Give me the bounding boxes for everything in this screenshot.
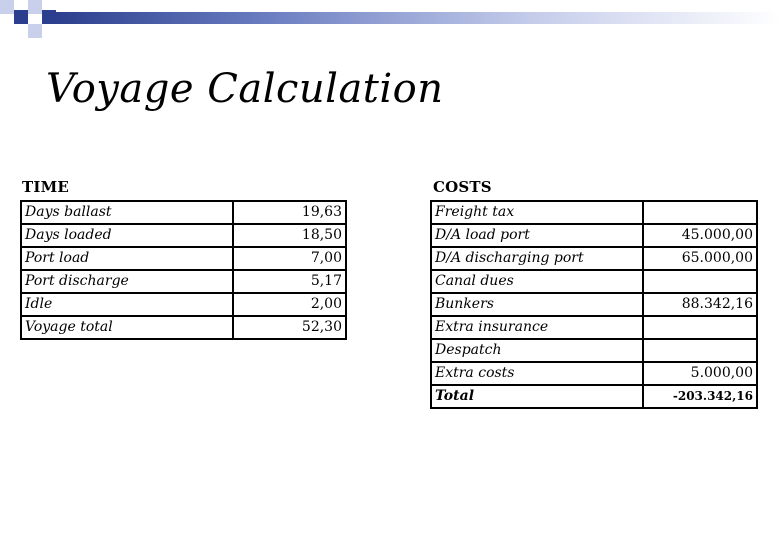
table-row: [431, 201, 757, 224]
row-label: Freight tax: [431, 201, 643, 224]
row-value: 7,00: [233, 247, 346, 270]
row-value: 2,00: [233, 293, 346, 316]
time-heading: TIME: [22, 178, 70, 196]
total-value: -203.342,16: [643, 385, 757, 408]
table-row: [21, 224, 346, 247]
costs-table: [430, 200, 758, 409]
slide-title: Voyage Calculation: [46, 66, 444, 112]
row-label: Canal dues: [431, 270, 643, 293]
row-label: Idle: [21, 293, 233, 316]
row-value: 5.000,00: [643, 362, 757, 385]
row-label: Port discharge: [21, 270, 233, 293]
costs-heading: COSTS: [433, 178, 492, 196]
row-value: 88.342,16: [643, 293, 757, 316]
row-label: Despatch: [431, 339, 643, 362]
banner-square-light-2: [28, 24, 42, 38]
table-row: [431, 293, 757, 316]
table-row: [431, 247, 757, 270]
row-label: Days ballast: [21, 201, 233, 224]
table-row: [21, 201, 346, 224]
slide-banner: [0, 0, 780, 44]
row-label: Days loaded: [21, 224, 233, 247]
total-row: [431, 385, 757, 408]
table-row: [21, 270, 346, 293]
row-value: 5,17: [233, 270, 346, 293]
row-label: D/A load port: [431, 224, 643, 247]
table-row: [431, 316, 757, 339]
row-label: Port load: [21, 247, 233, 270]
row-label: D/A discharging port: [431, 247, 643, 270]
table-row: [431, 270, 757, 293]
banner-gradient-bar: [56, 12, 780, 24]
banner-square-navy-2: [42, 10, 56, 24]
row-value: [643, 270, 757, 293]
row-label: Voyage total: [21, 316, 233, 339]
table-row: [21, 293, 346, 316]
banner-square-navy: [14, 10, 28, 24]
row-label: Bunkers: [431, 293, 643, 316]
table-row: [431, 339, 757, 362]
row-value: 19,63: [233, 201, 346, 224]
row-value: 52,30: [233, 316, 346, 339]
row-label: Extra costs: [431, 362, 643, 385]
total-label: Total: [431, 385, 643, 408]
row-label: Extra insurance: [431, 316, 643, 339]
table-row: [431, 224, 757, 247]
table-row: [21, 247, 346, 270]
row-value: 18,50: [233, 224, 346, 247]
row-value: [643, 339, 757, 362]
row-value: [643, 316, 757, 339]
banner-square-light: [28, 0, 42, 14]
time-table: [20, 200, 347, 340]
row-value: 65.000,00: [643, 247, 757, 270]
table-row: [431, 362, 757, 385]
row-value: [643, 201, 757, 224]
row-value: 45.000,00: [643, 224, 757, 247]
table-row: [21, 316, 346, 339]
banner-square-dark: [0, 0, 14, 14]
